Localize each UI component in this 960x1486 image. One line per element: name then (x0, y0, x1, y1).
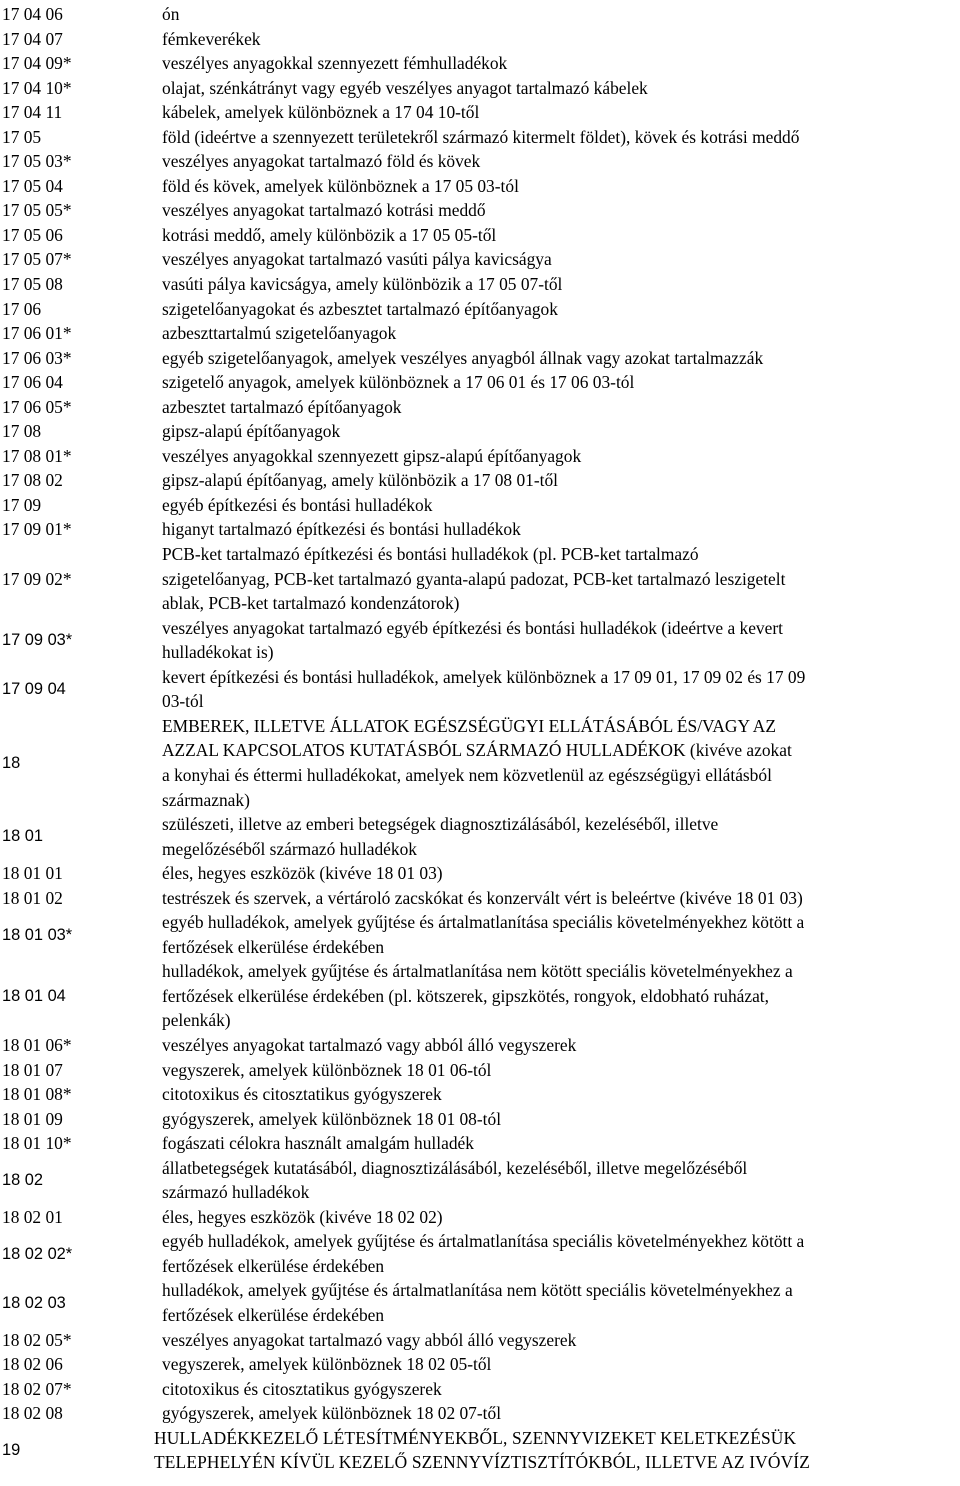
list-item (0, 493, 960, 518)
waste-code: 18 02 05* (2, 1329, 72, 1350)
description-line: hulladékokat is) (162, 642, 274, 663)
description-line: TELEPHELYÉN KÍVÜL KEZELŐ SZENNYVÍZTISZTÍTÓKBÓL, ILLETVE AZ IVÓVÍZ (154, 1452, 810, 1473)
waste-description (154, 1426, 960, 1475)
list-item (0, 272, 960, 297)
list-item (0, 149, 960, 174)
description-line: veszélyes anyagokat tartalmazó vasúti pálya kavicságya (162, 249, 552, 270)
waste-description (154, 198, 960, 223)
list-item (0, 1058, 960, 1083)
waste-description (154, 1401, 960, 1426)
waste-code: 17 08 02 (2, 470, 63, 491)
list-item (0, 1107, 960, 1132)
list-item (0, 1156, 960, 1205)
description-line: citotoxikus és citosztatikus gyógyszerek (162, 1378, 442, 1399)
waste-code: 17 04 07 (2, 28, 63, 49)
description-line: ón (162, 4, 180, 24)
description-line: azbesztet tartalmazó építőanyagok (162, 396, 402, 417)
description-line: származnak) (162, 789, 250, 810)
list-item (0, 76, 960, 101)
description-line: szigetelő anyagok, amelyek különböznek a 17 06 01 és 17 06 03-tól (162, 372, 635, 393)
waste-description (154, 297, 960, 322)
list-item (0, 714, 960, 812)
description-line: azbeszttartalmú szigetelőanyagok (162, 323, 397, 344)
waste-code: 17 06 01* (2, 323, 72, 344)
description-line: veszélyes anyagokkal szennyezett fémhulladékok (162, 53, 508, 74)
list-item (0, 346, 960, 371)
description-line: fémkeverékek (162, 28, 261, 49)
description-line: veszélyes anyagokat tartalmazó vagy abból álló vegyszerek (162, 1034, 577, 1055)
waste-code: 17 09 (2, 494, 42, 515)
list-item (0, 51, 960, 76)
waste-code: 18 02 06 (2, 1354, 63, 1375)
waste-code: 17 08 (2, 421, 42, 442)
waste-code: 18 02 (2, 1170, 44, 1189)
waste-description (154, 444, 960, 469)
list-item (0, 1426, 960, 1475)
waste-description (154, 517, 960, 542)
description-line: egyéb építkezési és bontási hulladékok (162, 494, 433, 515)
waste-description (154, 1156, 960, 1205)
waste-code: 17 05 07* (2, 249, 72, 270)
waste-code: 17 04 11 (2, 102, 63, 123)
list-item (0, 886, 960, 911)
waste-description (154, 1033, 960, 1058)
description-line: vasúti pálya kavicságya, amely különbözik a 17 05 07-től (162, 274, 563, 295)
waste-description (154, 542, 960, 616)
list-item (0, 321, 960, 346)
description-line: PCB-ket tartalmazó építkezési és bontási hulladékok (pl. PCB-ket tartalmazó (162, 544, 699, 565)
waste-description (154, 1229, 960, 1278)
description-line: kevert építkezési és bontási hulladékok, amelyek különböznek a 17 09 01, 17 09 02 és 17 09 (162, 666, 806, 687)
waste-description (154, 247, 960, 272)
list-item (0, 1401, 960, 1426)
description-line: veszélyes anyagokat tartalmazó vagy abból álló vegyszerek (162, 1329, 577, 1350)
description-line: vegyszerek, amelyek különböznek 18 01 06-tól (162, 1059, 492, 1080)
description-line: veszélyes anyagokat tartalmazó kotrási meddő (162, 200, 486, 221)
waste-code: 17 06 (2, 298, 42, 319)
waste-code: 17 05 (2, 126, 42, 147)
list-item (0, 1278, 960, 1327)
description-line: egyéb hulladékok, amelyek gyűjtése és ártalmatlanítása speciális követelményekhez kötött a (162, 912, 805, 933)
waste-code: 18 01 06* (2, 1034, 72, 1055)
waste-code: 17 08 01* (2, 445, 72, 466)
description-line: EMBEREK, ILLETVE ÁLLATOK EGÉSZSÉGÜGYI ELLÁTÁSÁBÓL ÉS/VAGY AZ (162, 715, 776, 736)
list-item (0, 812, 960, 861)
waste-description (154, 910, 960, 959)
waste-code: 17 09 03* (2, 630, 73, 649)
waste-code: 17 09 04 (2, 680, 66, 699)
waste-description (154, 1328, 960, 1353)
description-line: megelőzéséből származó hulladékok (162, 838, 417, 859)
description-line: olajat, szénkátrányt vagy egyéb veszélyes anyagot tartalmazó kábelek (162, 77, 648, 98)
description-line: veszélyes anyagokat tartalmazó föld és kövek (162, 151, 481, 172)
list-item (0, 370, 960, 395)
list-item (0, 517, 960, 542)
waste-description (154, 100, 960, 125)
waste-code: 18 02 07* (2, 1378, 72, 1399)
description-line: ablak, PCB-ket tartalmazó kondenzátorok) (162, 593, 460, 614)
waste-description (154, 76, 960, 101)
waste-description (154, 886, 960, 911)
waste-code: 18 01 09 (2, 1108, 63, 1129)
waste-code: 18 01 04 (2, 986, 66, 1005)
waste-description (154, 27, 960, 52)
waste-description (154, 125, 960, 150)
waste-code: 18 (2, 753, 21, 772)
description-line: vegyszerek, amelyek különböznek 18 02 05-től (162, 1354, 492, 1375)
description-line: a konyhai és éttermi hulladékokat, amelyek nem közvetlenül az egészségügyi ellátásból (162, 764, 772, 785)
list-item (0, 444, 960, 469)
waste-code: 17 05 03* (2, 151, 72, 172)
description-line: fertőzések elkerülése érdekében (162, 936, 385, 957)
list-item (0, 861, 960, 886)
list-item (0, 468, 960, 493)
waste-description (154, 812, 960, 861)
description-line: citotoxikus és citosztatikus gyógyszerek (162, 1084, 442, 1105)
description-line: egyéb hulladékok, amelyek gyűjtése és ártalmatlanítása speciális követelményekhez kötött a (162, 1231, 805, 1252)
waste-code: 18 01 01 (2, 863, 63, 884)
waste-code: 17 06 03* (2, 347, 72, 368)
waste-code: 18 02 08 (2, 1403, 63, 1424)
list-item (0, 100, 960, 125)
waste-description (154, 468, 960, 493)
list-item (0, 419, 960, 444)
description-line: higanyt tartalmazó építkezési és bontási hulladékok (162, 519, 521, 540)
waste-description (154, 223, 960, 248)
list-item (0, 959, 960, 1033)
list-item (0, 297, 960, 322)
waste-description (154, 861, 960, 886)
list-item (0, 1205, 960, 1230)
waste-code: 18 02 03 (2, 1293, 66, 1312)
description-line: éles, hegyes eszközök (kivéve 18 02 02) (162, 1206, 443, 1227)
description-line: fogászati célokra használt amalgám hulladék (162, 1133, 474, 1154)
list-item (0, 247, 960, 272)
description-line: 03-tól (162, 691, 204, 712)
description-line: szigetelőanyag, PCB-ket tartalmazó gyanta-alapú padozat, PCB-ket tartalmazó leszigetelt (162, 568, 786, 589)
list-item (0, 1131, 960, 1156)
waste-description (154, 346, 960, 371)
waste-code: 18 01 07 (2, 1059, 63, 1080)
waste-code: 18 01 02 (2, 887, 63, 908)
description-line: éles, hegyes eszközök (kivéve 18 01 03) (162, 863, 443, 884)
list-item (0, 125, 960, 150)
description-line: hulladékok, amelyek gyűjtése és ártalmatlanítása nem kötött speciális követelményekhez a (162, 1280, 793, 1301)
description-line: gyógyszerek, amelyek különböznek 18 01 08-tól (162, 1108, 502, 1129)
description-line: gipsz-alapú építőanyag, amely különbözik a 17 08 01-től (162, 470, 559, 491)
list-item (0, 616, 960, 665)
list-item (0, 665, 960, 714)
waste-code: 17 05 05* (2, 200, 72, 221)
description-line: föld (ideértve a szennyezett területekről származó kitermelt földet), kövek és kotrási meddő (162, 126, 800, 147)
description-line: HULLADÉKKEZELŐ LÉTESÍTMÉNYEKBŐL, SZENNYVIZEKET KELETKEZÉSÜK (154, 1427, 797, 1448)
list-item (0, 1328, 960, 1353)
description-line: veszélyes anyagokat tartalmazó egyéb építkezési és bontási hulladékok (ideértve a kevert (162, 617, 783, 638)
waste-code: 19 (2, 1440, 21, 1459)
description-line: szigetelőanyagokat és azbesztet tartalmazó építőanyagok (162, 298, 558, 319)
waste-description (154, 714, 960, 812)
waste-description (154, 1131, 960, 1156)
waste-description (154, 1278, 960, 1327)
waste-description (154, 1107, 960, 1132)
description-line: testrészek és szervek, a vértároló zacskókat és konzervált vért is beleértve (kivéve 18 01 03) (162, 887, 803, 908)
list-item (0, 174, 960, 199)
description-line: hulladékok, amelyek gyűjtése és ártalmatlanítása nem kötött speciális követelményekhez a (162, 961, 793, 982)
waste-code: 18 02 02* (2, 1244, 73, 1263)
list-item (0, 910, 960, 959)
waste-code: 17 06 04 (2, 372, 63, 393)
list-item (0, 1377, 960, 1402)
waste-description (154, 1205, 960, 1230)
description-line: egyéb szigetelőanyagok, amelyek veszélyes anyagból állnak vagy azokat tartalmazzák (162, 347, 764, 368)
waste-description (154, 419, 960, 444)
waste-description (154, 665, 960, 714)
list-item (0, 1082, 960, 1107)
waste-code: 17 09 01* (2, 519, 72, 540)
waste-description (154, 174, 960, 199)
waste-description (154, 1377, 960, 1402)
description-line: fertőzések elkerülése érdekében (162, 1255, 385, 1276)
waste-description (154, 959, 960, 1033)
description-line: gipsz-alapú építőanyagok (162, 421, 341, 442)
list-item (0, 27, 960, 52)
waste-code: 17 09 02* (2, 568, 72, 589)
list-item (0, 2, 960, 27)
description-line: fertőzések elkerülése érdekében (pl. kötszerek, gipszkötés, rongyok, eldobható ruházat, (162, 985, 769, 1006)
waste-code: 18 01 03* (2, 925, 73, 944)
description-line: pelenkák) (162, 1010, 231, 1031)
waste-description (154, 1352, 960, 1377)
waste-description (154, 493, 960, 518)
waste-code: 18 02 01 (2, 1206, 63, 1227)
waste-description (154, 395, 960, 420)
list-item (0, 198, 960, 223)
description-line: kotrási meddő, amely különbözik a 17 05 05-től (162, 224, 497, 245)
waste-code: 17 04 10* (2, 77, 72, 98)
waste-code: 17 04 09* (2, 53, 72, 74)
description-line: AZZAL KAPCSOLATOS KUTATÁSBÓL SZÁRMAZÓ HULLADÉKOK (kivéve azokat (162, 740, 792, 761)
waste-code: 18 01 10* (2, 1133, 72, 1154)
waste-code: 18 01 08* (2, 1084, 72, 1105)
waste-code: 17 05 04 (2, 175, 63, 196)
waste-description (154, 149, 960, 174)
waste-code: 17 05 08 (2, 274, 63, 295)
waste-description (154, 616, 960, 665)
waste-code: 17 05 06 (2, 224, 63, 245)
waste-description (154, 1082, 960, 1107)
list-item (0, 1352, 960, 1377)
waste-code: 17 04 06 (2, 4, 63, 24)
waste-code: 18 01 (2, 827, 44, 846)
waste-description (154, 370, 960, 395)
waste-code: 17 06 05* (2, 396, 72, 417)
list-item (0, 1033, 960, 1058)
waste-description (154, 321, 960, 346)
list-item (0, 395, 960, 420)
description-line: szülészeti, illetve az emberi betegségek diagnosztizálásából, kezeléséből, illetve (162, 814, 719, 835)
description-line: föld és kövek, amelyek különböznek a 17 05 03-tól (162, 175, 519, 196)
description-line: veszélyes anyagokkal szennyezett gipsz-alapú építőanyagok (162, 445, 582, 466)
list-item (0, 1229, 960, 1278)
list-item (0, 542, 960, 616)
description-line: fertőzések elkerülése érdekében (162, 1304, 385, 1325)
description-line: gyógyszerek, amelyek különböznek 18 02 07-től (162, 1403, 502, 1424)
waste-description (154, 1058, 960, 1083)
waste-description (154, 2, 960, 27)
description-line: származó hulladékok (162, 1182, 310, 1203)
list-item (0, 223, 960, 248)
waste-description (154, 272, 960, 297)
waste-description (154, 51, 960, 76)
description-line: állatbetegségek kutatásából, diagnosztizálásából, kezeléséből, illetve megelőzéséből (162, 1157, 748, 1178)
description-line: kábelek, amelyek különböznek a 17 04 10-től (162, 102, 480, 123)
